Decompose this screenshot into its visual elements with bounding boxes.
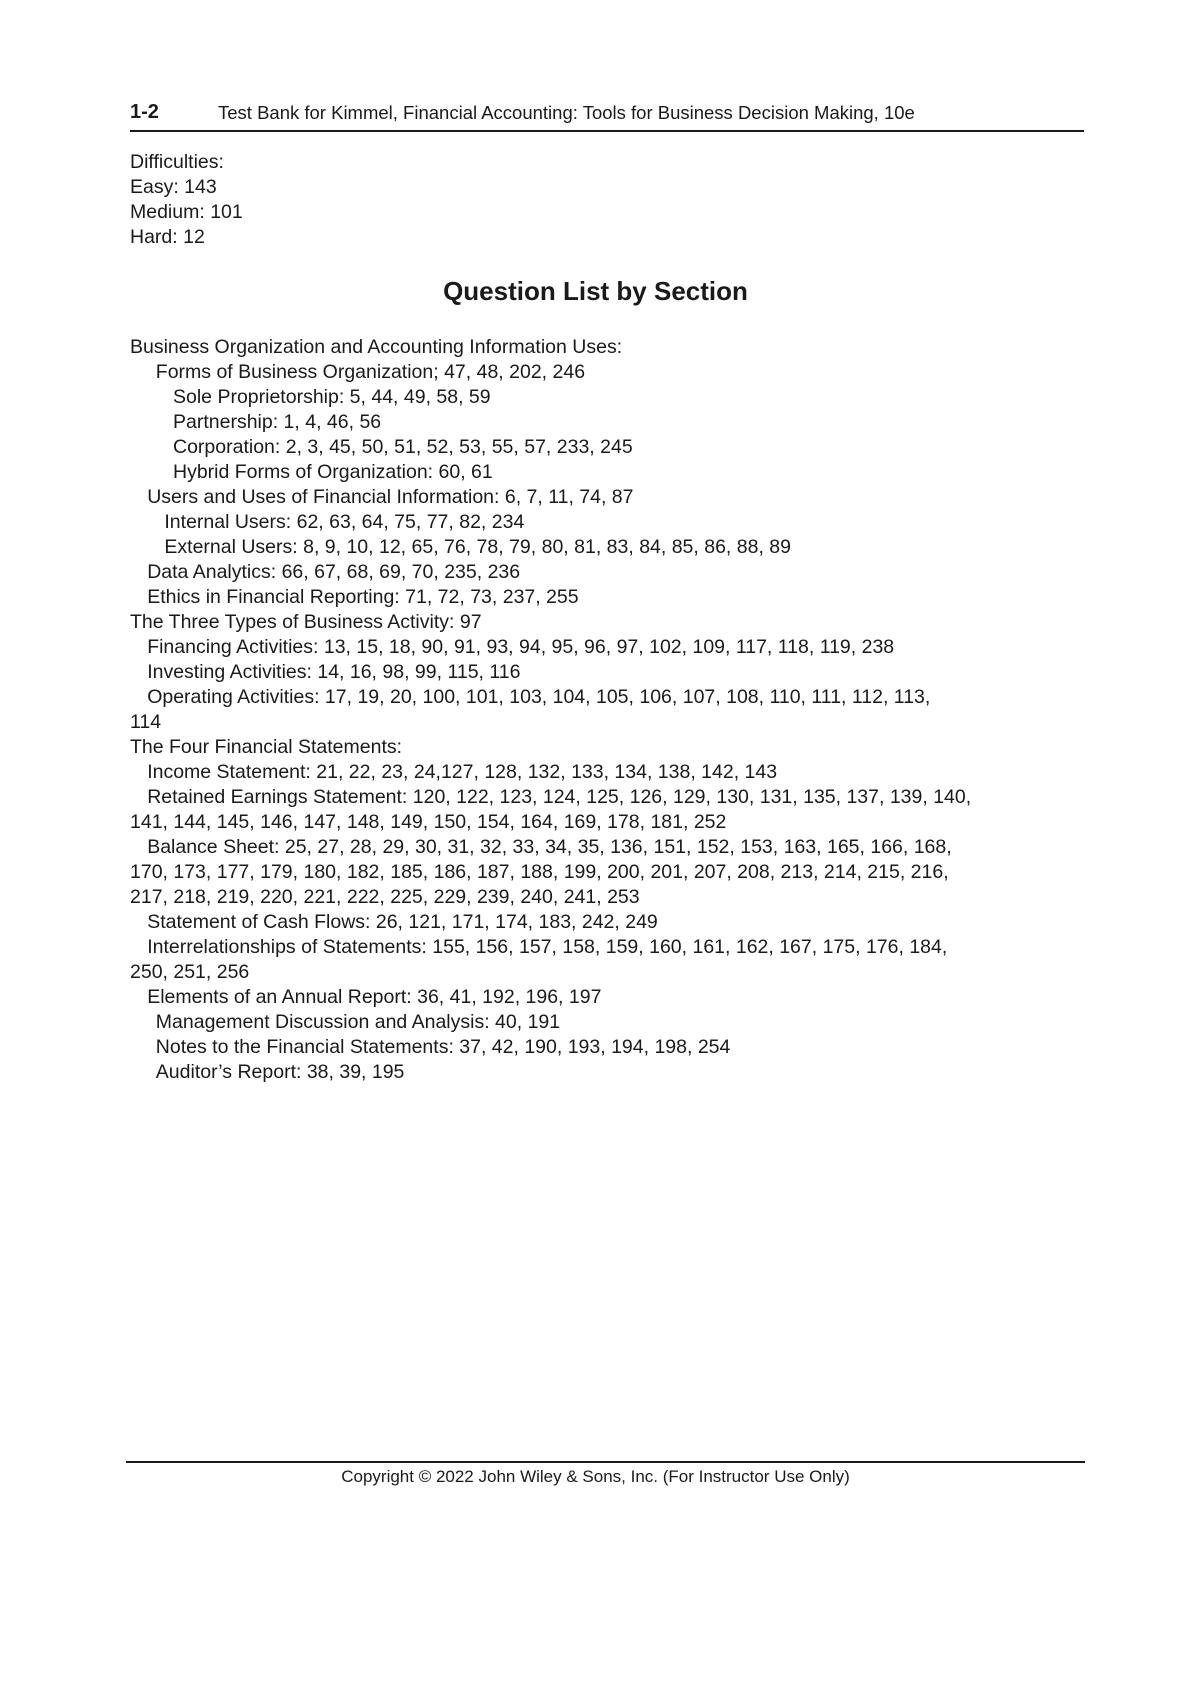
- question-list-line: Users and Uses of Financial Information: 6, 7, 11, 74, 87: [147, 486, 634, 508]
- difficulties-heading: Difficulties:: [130, 151, 224, 173]
- copyright-notice: Copyright © 2022 John Wiley & Sons, Inc. (For Instructor Use Only): [341, 1467, 850, 1486]
- question-list-line: Management Discussion and Analysis: 40, 191: [155, 1011, 561, 1033]
- question-list-line: 217, 218, 219, 220, 221, 222, 225, 229, 239, 240, 241, 253: [130, 886, 640, 908]
- question-list-line: Elements of an Annual Report: 36, 41, 192, 196, 197: [147, 986, 602, 1008]
- question-list-line: 114: [130, 711, 162, 733]
- question-list-line: 141, 144, 145, 146, 147, 148, 149, 150, 154, 164, 169, 178, 181, 252: [130, 811, 727, 833]
- question-list-line: Notes to the Financial Statements: 37, 42, 190, 193, 194, 198, 254: [155, 1036, 731, 1058]
- page-number: 1-2: [130, 101, 159, 123]
- question-list-line: Operating Activities: 17, 19, 20, 100, 101, 103, 104, 105, 106, 107, 108, 110, 111, 112, 113,: [147, 686, 931, 708]
- question-list-line: Corporation: 2, 3, 45, 50, 51, 52, 53, 55, 57, 233, 245: [173, 436, 633, 458]
- question-list-line: Statement of Cash Flows: 26, 121, 171, 174, 183, 242, 249: [147, 911, 658, 933]
- running-title: Test Bank for Kimmel, Financial Accounting: Tools for Business Decision Making, 10e: [218, 102, 915, 123]
- question-list-line: Balance Sheet: 25, 27, 28, 29, 30, 31, 32, 33, 34, 35, 136, 151, 152, 153, 163, 165, 166, 168,: [147, 836, 952, 858]
- question-list-line: The Three Types of Business Activity: 97: [130, 611, 482, 633]
- question-list-line: Auditor’s Report: 38, 39, 195: [155, 1061, 405, 1083]
- difficulty-medium: Medium: 101: [130, 201, 243, 223]
- page-header: [130, 100, 1084, 132]
- footer-rule: [126, 1461, 1085, 1463]
- question-list-line: Hybrid Forms of Organization: 60, 61: [173, 461, 493, 483]
- question-list: [130, 335, 1090, 1085]
- question-list-line: Financing Activities: 13, 15, 18, 90, 91, 93, 94, 95, 96, 97, 102, 109, 117, 118, 119, 238: [147, 636, 895, 658]
- question-list-line: 170, 173, 177, 179, 180, 182, 185, 186, 187, 188, 199, 200, 201, 207, 208, 213, 214, 215, 216,: [130, 861, 949, 883]
- question-list-line: Investing Activities: 14, 16, 98, 99, 115, 116: [147, 661, 521, 683]
- question-list-line: Sole Proprietorship: 5, 44, 49, 58, 59: [173, 386, 491, 408]
- question-list-line: External Users: 8, 9, 10, 12, 65, 76, 78, 79, 80, 81, 83, 84, 85, 86, 88, 89: [164, 536, 791, 558]
- question-list-line: Ethics in Financial Reporting: 71, 72, 73, 237, 255: [147, 586, 579, 608]
- question-list-line: Forms of Business Organization; 47, 48, 202, 246: [155, 361, 586, 383]
- difficulties-block: [130, 150, 243, 250]
- question-list-line: Data Analytics: 66, 67, 68, 69, 70, 235, 236: [147, 561, 521, 583]
- question-list-line: Interrelationships of Statements: 155, 156, 157, 158, 159, 160, 161, 162, 167, 175, 176, 184,: [147, 936, 948, 958]
- question-list-line: Retained Earnings Statement: 120, 122, 123, 124, 125, 126, 129, 130, 131, 135, 137, 139, 140,: [147, 786, 972, 808]
- question-list-line: The Four Financial Statements:: [130, 736, 403, 758]
- section-title: Question List by Section: [443, 276, 748, 306]
- question-list-line: Internal Users: 62, 63, 64, 75, 77, 82, 234: [164, 511, 525, 533]
- question-list-line: Business Organization and Accounting Information Uses:: [130, 336, 623, 358]
- question-list-line: Income Statement: 21, 22, 23, 24,127, 128, 132, 133, 134, 138, 142, 143: [147, 761, 778, 783]
- question-list-line: Partnership: 1, 4, 46, 56: [173, 411, 382, 433]
- difficulty-easy: Easy: 143: [130, 176, 217, 198]
- question-list-line: 250, 251, 256: [130, 961, 250, 983]
- difficulty-hard: Hard: 12: [130, 226, 205, 248]
